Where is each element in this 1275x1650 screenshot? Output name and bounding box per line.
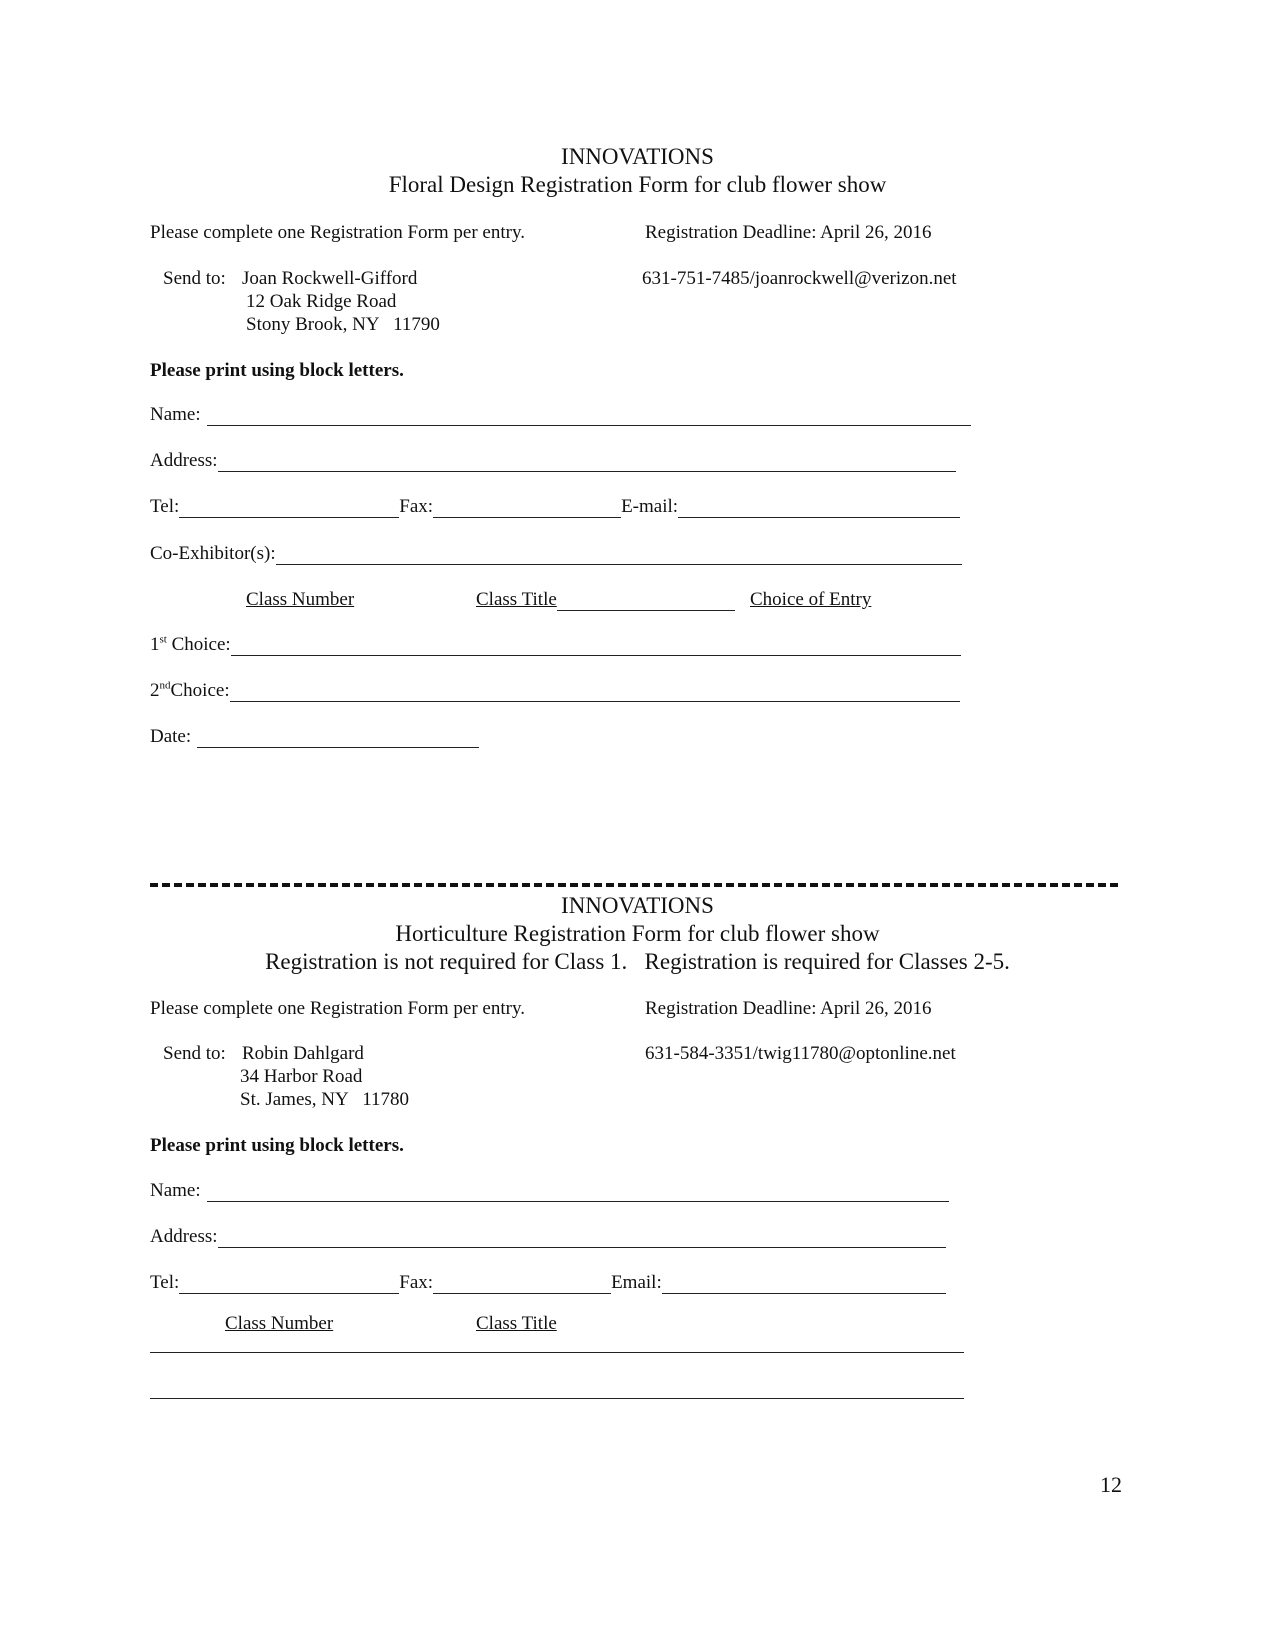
choice1-input-line[interactable] (231, 638, 961, 656)
horti-send-street: 34 Harbor Road (240, 1066, 363, 1087)
horti-contact: 631-584-3351/twig11780@optonline.net (645, 1043, 956, 1064)
email-label: Email: (611, 1272, 662, 1293)
floral-subtitle: Floral Design Registration Form for club flower show (388, 172, 887, 197)
email-label: E-mail: (621, 496, 679, 517)
horti-instruction: Please complete one Registration Form per entry. (150, 998, 525, 1019)
address-input-line[interactable] (218, 1230, 946, 1248)
name-input-line[interactable] (207, 408, 971, 426)
floral-deadline: Registration Deadline: April 26, 2016 (645, 222, 932, 243)
coexhibitor-label: Co-Exhibitor(s): (150, 543, 276, 564)
horti-contact-row (150, 1272, 946, 1294)
floral-contact-row (150, 496, 960, 518)
floral-send-to-label: Send to: (163, 268, 226, 289)
horti-send-city: St. James, NY 11780 (240, 1089, 410, 1110)
floral-col-class-title-wrap (476, 589, 735, 611)
horti-title: INNOVATIONS (561, 893, 714, 918)
floral-address-row (150, 450, 956, 472)
name-label: Name: (150, 404, 201, 425)
email-input-line[interactable] (678, 500, 960, 518)
floral-choice2-row (150, 680, 960, 702)
address-label: Address: (150, 450, 218, 471)
choice1-label: 1st Choice: (150, 633, 231, 655)
tel-label: Tel: (150, 1272, 180, 1293)
floral-col-class-title: Class Title (476, 589, 557, 610)
floral-col-class-number: Class Number (246, 589, 355, 610)
address-label: Address: (150, 1226, 218, 1247)
choice2-input-line[interactable] (230, 684, 960, 702)
horti-col-class-number: Class Number (225, 1313, 334, 1334)
horti-subtitle: Horticulture Registration Form for club flower show (395, 921, 880, 946)
horti-entry-line-1[interactable] (150, 1335, 964, 1353)
floral-name-row (150, 404, 971, 426)
date-input-line[interactable] (197, 730, 479, 748)
tel-label: Tel: (150, 496, 180, 517)
floral-title: INNOVATIONS (561, 144, 714, 169)
floral-col-choice-of-entry: Choice of Entry (750, 589, 872, 610)
horti-print-note: Please print using block letters. (150, 1135, 404, 1156)
tel-input-line[interactable] (179, 500, 399, 518)
cut-line-separator (150, 883, 1118, 887)
floral-send-city: Stony Brook, NY 11790 (246, 314, 440, 335)
date-label: Date: (150, 726, 192, 747)
coexhibitor-input-line[interactable] (276, 547, 962, 565)
page-number: 12 (1100, 1472, 1122, 1497)
fax-label: Fax: (399, 1272, 434, 1293)
address-input-line[interactable] (218, 454, 956, 472)
floral-coexhibitor-row (150, 543, 962, 565)
horti-deadline: Registration Deadline: April 26, 2016 (645, 998, 932, 1019)
name-label: Name: (150, 1180, 201, 1201)
class-title-underline (557, 594, 735, 611)
floral-contact: 631-751-7485/joanrockwell@verizon.net (642, 268, 957, 289)
name-input-line[interactable] (207, 1184, 949, 1202)
floral-choice1-row (150, 634, 961, 656)
horti-send-to-label: Send to: (163, 1043, 226, 1064)
floral-send-street: 12 Oak Ridge Road (246, 291, 397, 312)
floral-date-row (150, 726, 479, 748)
horti-registration-note: Registration is not required for Class 1. Registration is required for Classes 2-5. (265, 949, 1010, 974)
fax-input-line[interactable] (433, 500, 621, 518)
floral-send-name: Joan Rockwell-Gifford (242, 268, 418, 289)
fax-label: Fax: (399, 496, 434, 517)
tel-input-line[interactable] (179, 1276, 399, 1294)
floral-print-note: Please print using block letters. (150, 360, 404, 381)
horti-address-row (150, 1226, 946, 1248)
email-input-line[interactable] (662, 1276, 946, 1294)
floral-instruction: Please complete one Registration Form per entry. (150, 222, 525, 243)
fax-input-line[interactable] (433, 1276, 611, 1294)
horti-entry-line-2[interactable] (150, 1381, 964, 1399)
horti-col-class-title: Class Title (476, 1313, 557, 1334)
horti-name-row (150, 1180, 949, 1202)
choice2-label: 2ndChoice: (150, 679, 230, 701)
horti-send-name: Robin Dahlgard (242, 1043, 364, 1064)
